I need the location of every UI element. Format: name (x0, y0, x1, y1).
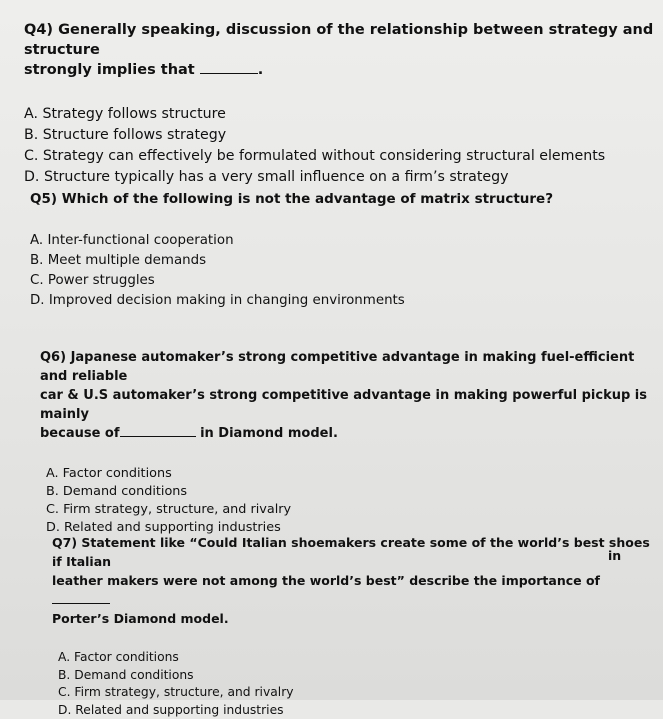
answer-blank (120, 424, 196, 437)
option-c: C. Firm strategy, structure, and rivalry (46, 501, 655, 519)
question-6-line-1: Q6) Japanese automaker’s strong competitive advantage in making fuel-efficient and reliable (40, 350, 634, 384)
question-4-options (24, 104, 654, 188)
option-a: A. Inter-functional cooperation (30, 231, 650, 251)
question-4-text (24, 20, 654, 80)
option-c: C. Power struggles (30, 271, 650, 291)
question-6-line-3: because of (40, 426, 120, 441)
question-6-text (40, 348, 655, 443)
answer-blank (200, 61, 258, 74)
question-4-line-2: strongly implies that (24, 62, 195, 78)
option-b: B. Meet multiple demands (30, 251, 650, 271)
option-d: D. Structure typically has a very small influence on a firm’s strategy (24, 167, 654, 188)
question-4-line-1: Q4) Generally speaking, discussion of the relationship between strategy and structure (24, 22, 653, 58)
question-5-text: Q5) Which of the following is not the advantage of matrix structure? (30, 190, 650, 209)
option-a: A. Factor conditions (46, 465, 655, 483)
question-7-line-3: Porter’s Diamond model. (52, 611, 229, 626)
question-7-line-1: Q7) Statement like “Could Italian shoemakers create some of the world’s best shoes if Italian (52, 535, 650, 569)
option-d: D. Improved decision making in changing environments (30, 291, 650, 311)
option-c: C. Firm strategy, structure, and rivalry (58, 684, 652, 702)
option-b: B. Demand conditions (46, 483, 655, 501)
answer-blank (52, 591, 110, 604)
question-4 (24, 20, 654, 188)
question-6-line-3-end: in Diamond model. (200, 426, 338, 441)
option-c: C. Strategy can effectively be formulated without considering structural elements (24, 146, 654, 167)
question-7-line-2: leather makers were not among the world’s best” describe the importance of (52, 573, 600, 588)
question-6-options (40, 465, 655, 537)
option-d: D. Related and supporting industries (58, 702, 652, 719)
option-b: B. Demand conditions (58, 667, 652, 685)
question-5-options (30, 231, 650, 311)
option-d: D. Related and supporting industries (46, 519, 655, 537)
question-5 (30, 190, 650, 311)
question-7 (52, 533, 652, 719)
option-a: A. Factor conditions (58, 649, 652, 667)
question-7-text (52, 533, 652, 628)
question-4-period: . (258, 62, 264, 78)
question-7-in-word: in (608, 548, 621, 563)
question-6-line-2: car & U.S automaker’s strong competitive advantage in making powerful pickup is mainly (40, 388, 647, 422)
option-b: B. Structure follows strategy (24, 125, 654, 146)
question-6 (40, 348, 655, 537)
option-a: A. Strategy follows structure (24, 104, 654, 125)
question-7-options (52, 649, 652, 719)
